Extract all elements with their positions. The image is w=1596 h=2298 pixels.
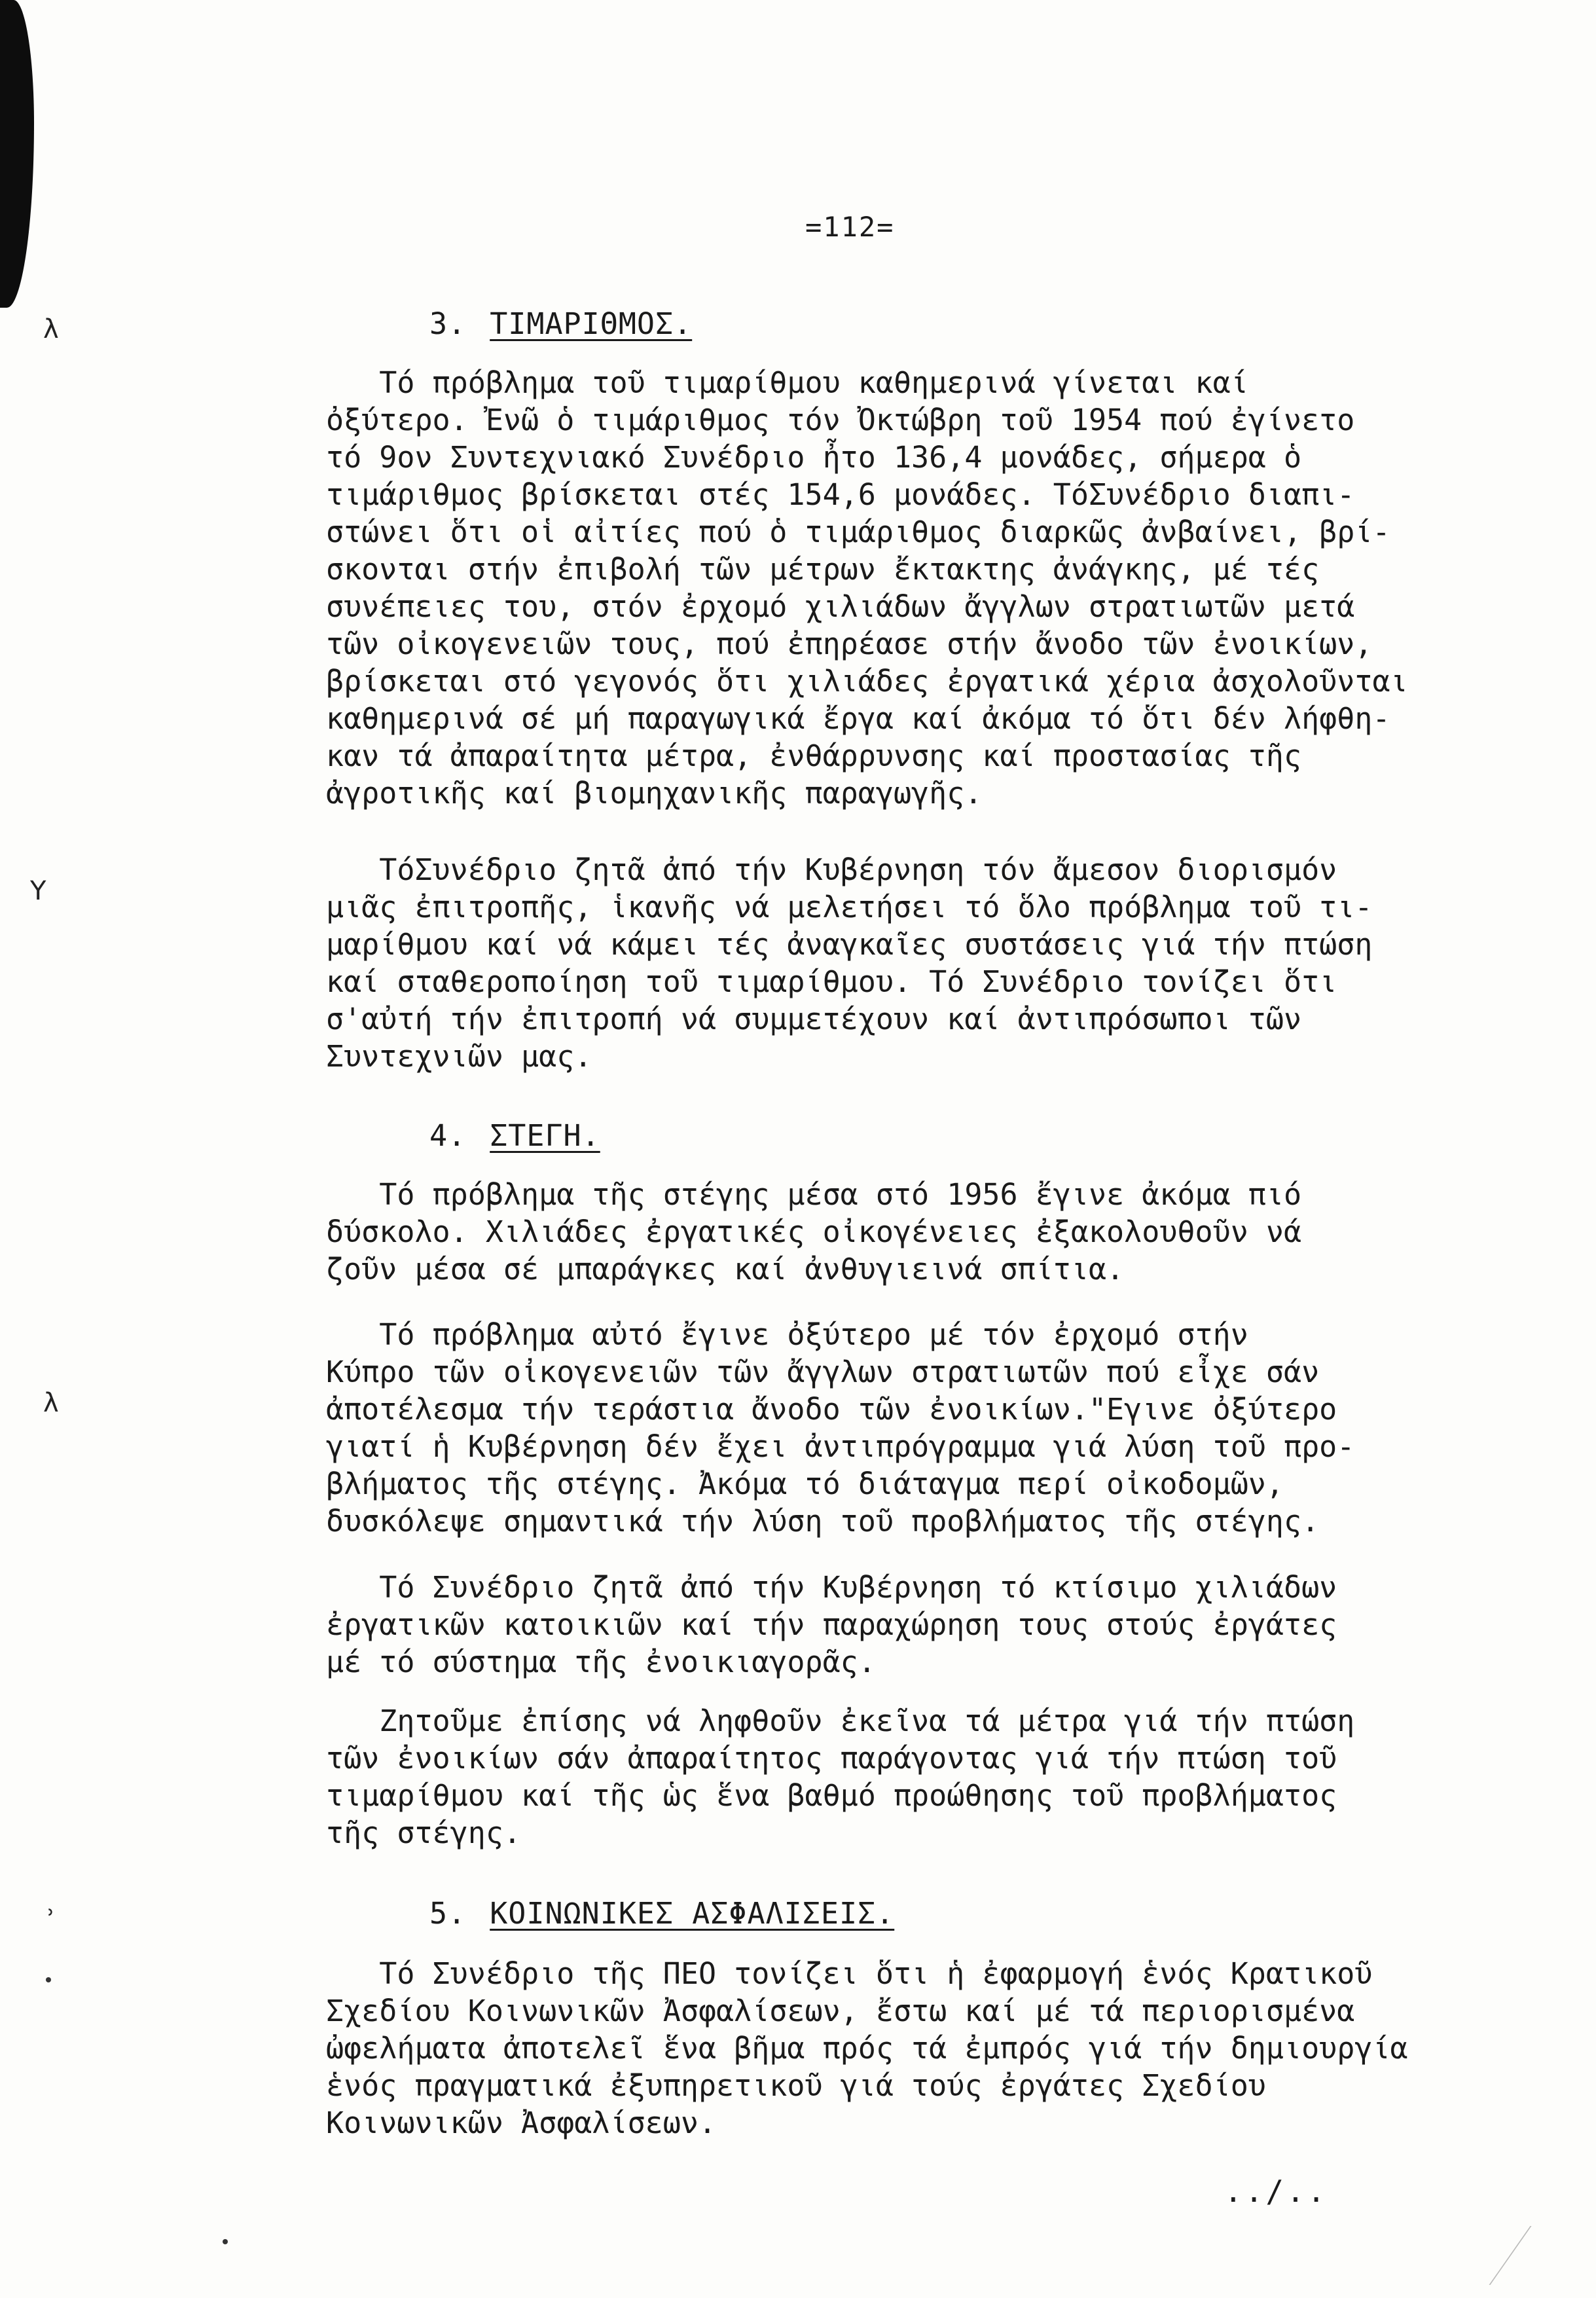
text-line: ἀποτέλεσμα τήν τεράστια ἄνοδο τῶν ἐνοικίων."Εγινε ὀξύτερο	[326, 1392, 1337, 1427]
section-number: 3.	[429, 306, 467, 341]
corner-mark	[1489, 2226, 1596, 2285]
continuation-mark: ../..	[1224, 2174, 1328, 2209]
section-heading	[429, 1118, 600, 1153]
section-heading	[429, 306, 692, 341]
margin-mark: λ	[43, 1388, 59, 1418]
text-line: μιᾶς ἐπιτροπῆς, ἱκανῆς νά μελετήσει τό ὅλο πρόβλημα τοῦ τι-	[326, 890, 1373, 924]
text-line: ΤόΣυνέδριο ζητᾶ ἀπό τήν Κυβέρνηση τόν ἄμεσον διορισμόν	[326, 852, 1337, 887]
text-line: ἀγροτικῆς καί βιομηχανικῆς παραγωγῆς.	[326, 776, 983, 811]
text-line: Κύπρο τῶν οἰκογενειῶν τῶν ἄγγλων στρατιωτῶν πού εἶχε σάν	[326, 1355, 1320, 1389]
page-number: =112=	[805, 211, 895, 243]
text-line: γιατί ἡ Κυβέρνηση δέν ἔχει ἀντιπρόγραμμα γιά λύση τοῦ προ-	[326, 1429, 1355, 1464]
section-title: ΣΤΕΓΗ.	[490, 1118, 600, 1153]
text-line: ζοῦν μέσα σέ μπαράγκες καί ἀνθυγιεινά σπίτια.	[326, 1252, 1125, 1286]
margin-mark: Υ	[30, 876, 46, 906]
text-line: τῆς στέγης.	[326, 1815, 522, 1850]
text-line: καί σταθεροποίηση τοῦ τιμαρίθμου. Τό Συνέδριο τονίζει ὅτι	[326, 964, 1337, 999]
scan-speck	[46, 1977, 51, 1982]
text-line: σ'αὐτή τήν ἐπιτροπή νά συμμετέχουν καί ἀντιπρόσωποι τῶν	[326, 1002, 1302, 1036]
text-line: δύσκολο. Χιλιάδες ἐργατικές οἰκογένειες ἐξακολουθοῦν νά	[326, 1214, 1302, 1249]
text-line: τῶν ἐνοικίων σάν ἀπαραίτητος παράγοντας γιά τήν πτώση τοῦ	[326, 1741, 1337, 1776]
section-heading	[429, 1896, 894, 1931]
paragraph	[326, 1702, 1537, 1851]
text-line: ὠφελήματα ἀποτελεῖ ἕνα βῆμα πρός τά ἐμπρός γιά τήν δημιουργία	[326, 2031, 1408, 2066]
paragraph	[326, 1569, 1537, 1681]
section-number: 5.	[429, 1896, 467, 1931]
text-line: τιμάριθμος βρίσκεται στές 154,6 μονάδες. ΤόΣυνέδριο διαπι-	[326, 477, 1355, 512]
paragraph	[326, 1955, 1537, 2142]
text-line: τό 9ον Συντεχνιακό Συνέδριο ἦτο 136,4 μονάδες, σήμερα ὁ	[326, 440, 1302, 475]
margin-mark: λ	[43, 314, 59, 344]
section-title: ΤΙΜΑΡΙΘΜΟΣ.	[490, 306, 693, 341]
text-line: Τό Συνέδριο τῆς ΠΕΟ τονίζει ὅτι ἡ ἐφαρμογή ἑνός Κρατικοῦ	[326, 1956, 1373, 1991]
text-line: μέ τό σύστημα τῆς ἐνοικιαγορᾶς.	[326, 1645, 876, 1679]
text-line: καθημερινά σέ μή παραγωγικά ἔργα καί ἀκόμα τό ὅτι δέν λήφθη-	[326, 701, 1390, 736]
text-line: σκονται στήν ἐπιβολή τῶν μέτρων ἔκτακτης ἀνάγκης, μέ τές	[326, 552, 1320, 587]
text-line: Συντεχνιῶν μας.	[326, 1039, 592, 1074]
text-line: βρίσκεται στό γεγονός ὅτι χιλιάδες ἐργατικά χέρια ἀσχολοῦνται	[326, 664, 1408, 699]
text-line: συνέπειες του, στόν ἐρχομό χιλιάδων ἄγγλων στρατιωτῶν μετά	[326, 589, 1355, 624]
text-line: βλήματος τῆς στέγης. Ἀκόμα τό διάταγμα περί οἰκοδομῶν,	[326, 1467, 1284, 1501]
binding-shadow	[0, 0, 34, 308]
paragraph	[326, 1316, 1537, 1540]
text-line: Ζητοῦμε ἐπίσης νά ληφθοῦν ἐκεῖνα τά μέτρα γιά τήν πτώση	[326, 1704, 1355, 1738]
text-line: ἐργατικῶν κατοικιῶν καί τήν παραχώρηση τους στούς ἐργάτες	[326, 1607, 1337, 1642]
text-line: δυσκόλεψε σημαντικά τήν λύση τοῦ προβλήματος τῆς στέγης.	[326, 1504, 1320, 1539]
scan-speck	[223, 2239, 228, 2244]
section-number: 4.	[429, 1118, 467, 1153]
text-line: Τό πρόβλημα τοῦ τιμαρίθμου καθημερινά γίνεται καί	[326, 365, 1248, 400]
text-line: Τό πρόβλημα αὐτό ἔγινε ὀξύτερο μέ τόν ἐρχομό στήν	[326, 1317, 1248, 1352]
text-line: Κοινωνικῶν Ἀσφαλίσεων.	[326, 2106, 717, 2140]
paragraph	[326, 851, 1537, 1075]
text-line: ἑνός πραγματικά ἐξυπηρετικοῦ γιά τούς ἐργάτες Σχεδίου	[326, 2068, 1266, 2103]
text-line: Τό πρόβλημα τῆς στέγης μέσα στό 1956 ἔγινε ἀκόμα πιό	[326, 1177, 1302, 1212]
text-line: τῶν οἰκογενειῶν τους, πού ἐπηρέασε στήν ἄνοδο τῶν ἐνοικίων,	[326, 627, 1373, 661]
text-line: καν τά ἀπαραίτητα μέτρα, ἐνθάρρυνσης καί προστασίας τῆς	[326, 739, 1302, 773]
margin-mark: ʾ	[47, 1905, 56, 1935]
text-line: στώνει ὅτι οἱ αἰτίες πού ὁ τιμάριθμος διαρκῶς ἀνβαίνει, βρί-	[326, 515, 1390, 549]
text-line: μαρίθμου καί νά κάμει τές ἀναγκαῖες συστάσεις γιά τήν πτώση	[326, 927, 1373, 962]
paragraph	[326, 364, 1537, 812]
text-line: ὀξύτερο. Ἐνῶ ὁ τιμάριθμος τόν Ὀκτώβρη τοῦ 1954 πού ἐγίνετο	[326, 403, 1355, 437]
text-line: Σχεδίου Κοινωνικῶν Ἀσφαλίσεων, ἔστω καί μέ τά περιορισμένα	[326, 1994, 1355, 2028]
paragraph	[326, 1176, 1537, 1288]
text-line: Τό Συνέδριο ζητᾶ ἀπό τήν Κυβέρνηση τό κτίσιμο χιλιάδων	[326, 1570, 1337, 1605]
text-line: τιμαρίθμου καί τῆς ὡς ἕνα βαθμό προώθησης τοῦ προβλήματος	[326, 1778, 1337, 1813]
section-title: ΚΟΙΝΩΝΙΚΕΣ ΑΣΦΑΛΙΣΕΙΣ.	[490, 1896, 895, 1931]
